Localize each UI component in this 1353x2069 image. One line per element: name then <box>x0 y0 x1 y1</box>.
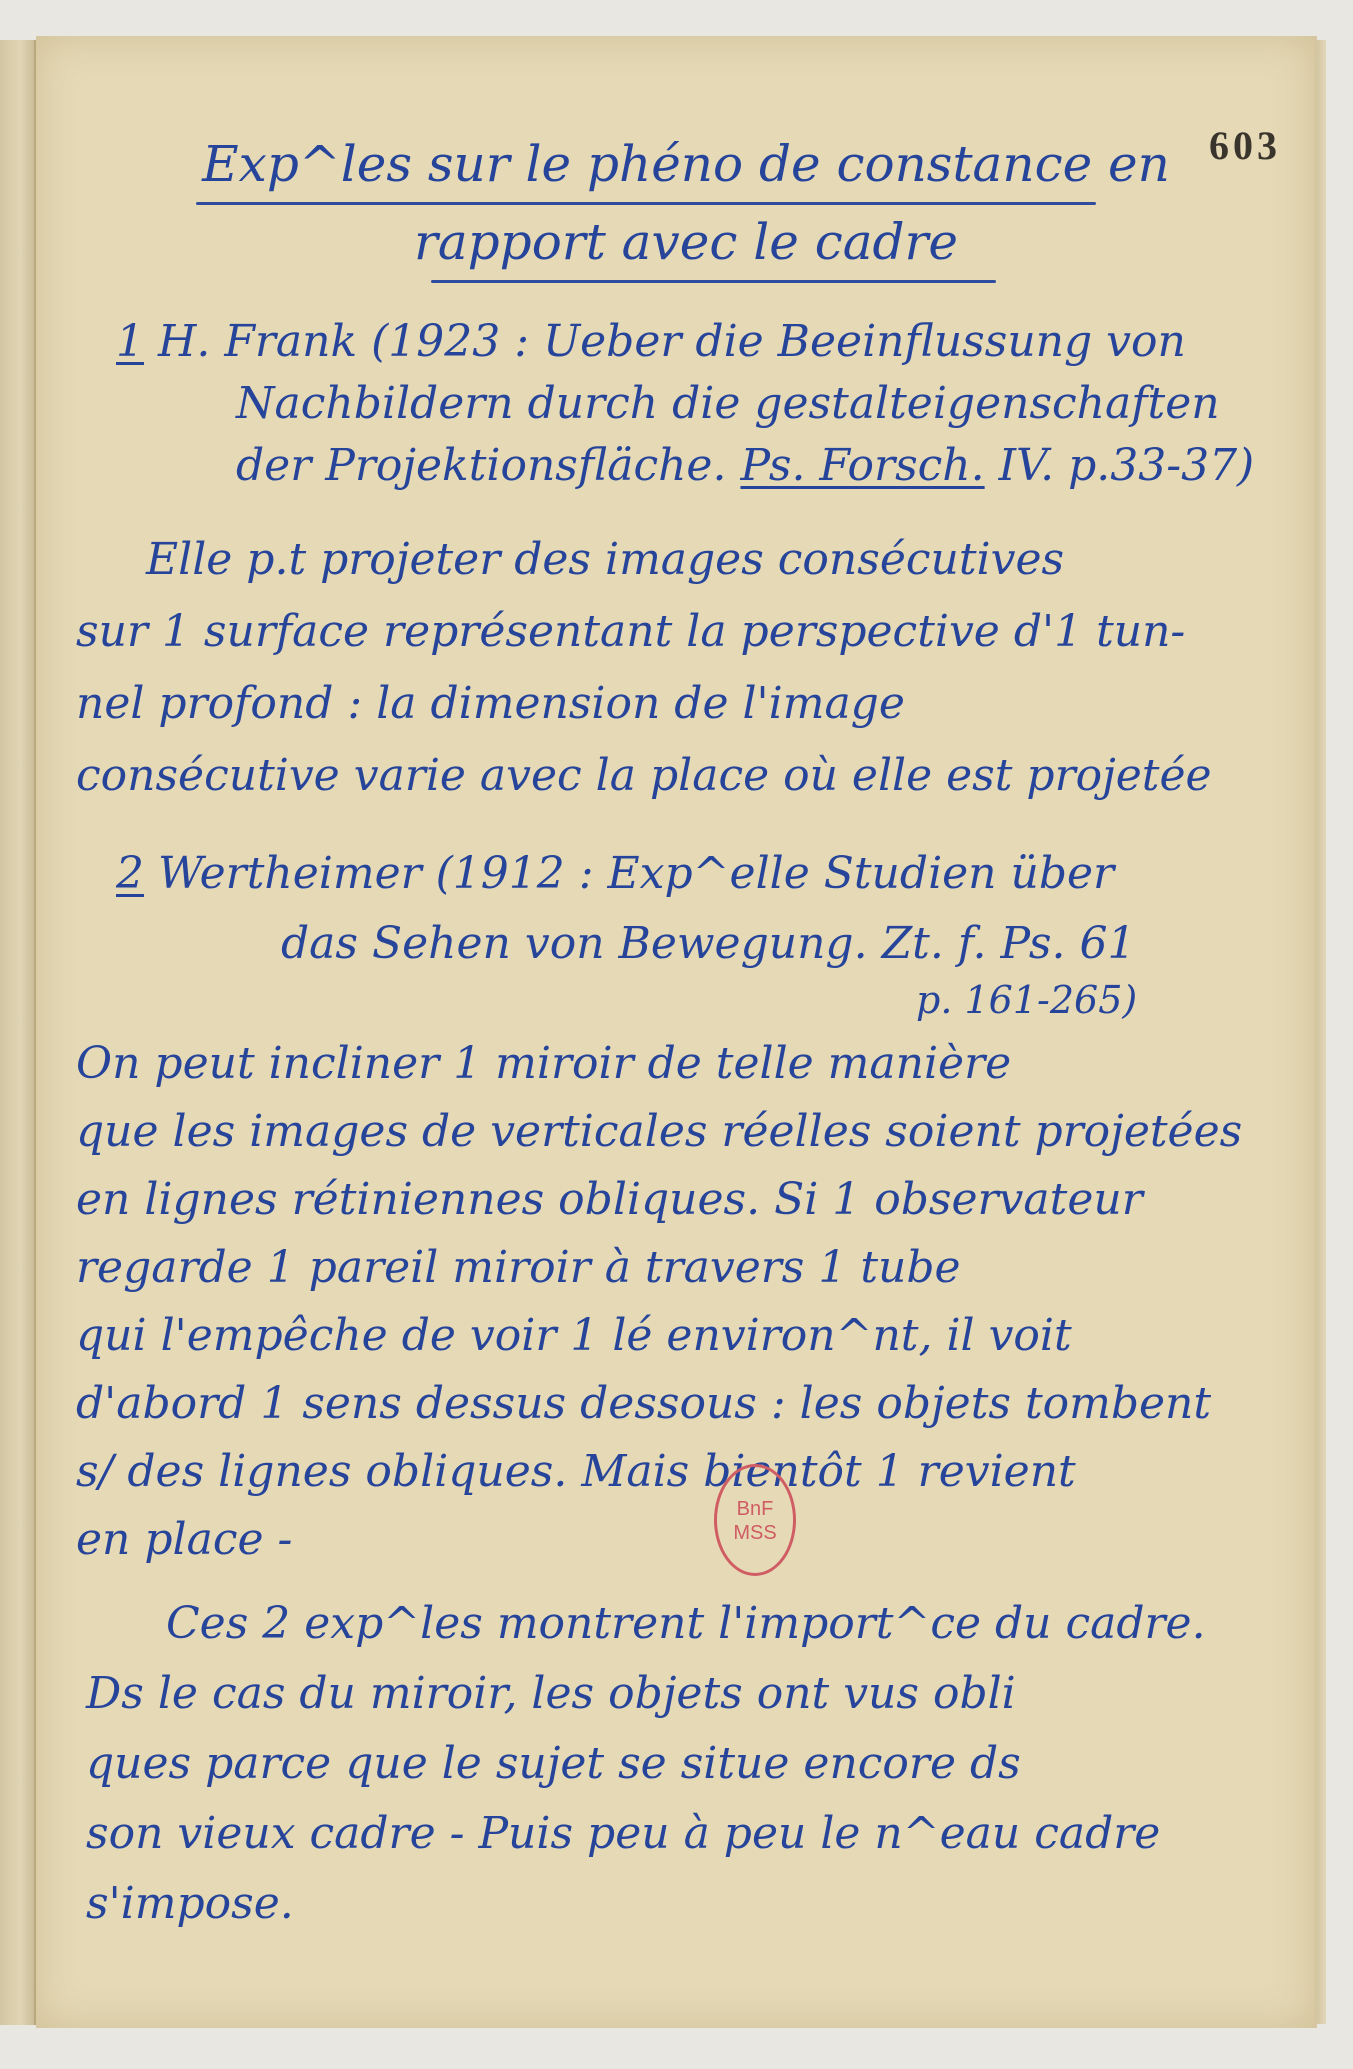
reference-1-citation: H. Frank (1923 : Ueber die Beeinflussung von <box>158 316 1186 367</box>
paragraph-1-line-3: nel profond : la dimension de l'image <box>76 678 905 729</box>
paragraph-2-line-3: en lignes rétiniennes obliques. Si 1 observateur <box>76 1174 1143 1225</box>
paragraph-2-line-1: On peut incliner 1 miroir de telle manière <box>76 1038 1012 1089</box>
library-stamp <box>714 1464 796 1576</box>
reference-2-number: 2 <box>116 848 144 899</box>
paragraph-2-line-2: que les images de verticales réelles soient projetées <box>76 1106 1243 1157</box>
paragraph-3-line-4: son vieux cadre - Puis peu à peu le n^eau cadre <box>86 1808 1161 1859</box>
paragraph-3-line-2: Ds le cas du miroir, les objets ont vus obli <box>86 1668 1016 1719</box>
reference-2-line-3: p. 161-265) <box>916 978 1138 1022</box>
paragraph-2-line-7: s/ des lignes obliques. Mais bientôt 1 revient <box>76 1446 1076 1497</box>
paragraph-3-line-5: s'impose. <box>86 1878 294 1929</box>
stamp-line-1: BnF <box>736 1498 774 1520</box>
reference-1-volume: IV. p.33-37) <box>998 440 1255 491</box>
page-title-line-1: Exp^les sur le phéno de constance en <box>202 135 1170 193</box>
paragraph-3-line-1: Ces 2 exp^les montrent l'import^ce du cadre. <box>166 1598 1206 1649</box>
reference-1-journal: Ps. Forsch. <box>740 440 985 491</box>
reference-1-line-3 <box>236 438 1254 494</box>
manuscript-page <box>36 36 1317 2028</box>
folio-number: 603 <box>1209 123 1281 168</box>
reference-1-line-1 <box>116 314 1186 370</box>
reference-2-line-2: das Sehen von Bewegung. Zt. f. Ps. 61 <box>281 918 1136 969</box>
paragraph-2-line-5: qui l'empêche de voir 1 lé environ^nt, il voit <box>76 1310 1072 1361</box>
stamp-line-2: MSS <box>733 1522 777 1544</box>
reference-2-line-1 <box>116 846 1114 902</box>
paragraph-1-line-2: sur 1 surface représentant la perspective d'1 tun- <box>76 606 1186 657</box>
paragraph-2-line-8: en place - <box>76 1514 293 1565</box>
reference-2-citation: Wertheimer (1912 : Exp^elle Studien über <box>158 848 1115 899</box>
paragraph-1-line-1: Elle p.t projeter des images consécutives <box>146 534 1065 585</box>
reference-1-number: 1 <box>116 316 144 367</box>
title-underline-1 <box>196 202 1096 205</box>
paragraph-1-line-4: consécutive varie avec la place où elle est projetée <box>76 750 1212 801</box>
reference-1-title-end: der Projektionsfläche. <box>236 440 727 491</box>
paragraph-2-line-4: regarde 1 pareil miroir à travers 1 tube <box>76 1242 961 1293</box>
previous-page-edge <box>0 40 36 2025</box>
paragraph-2-line-6: d'abord 1 sens dessus dessous : les objets tombent <box>76 1378 1212 1429</box>
title-underline-2 <box>431 280 996 283</box>
paragraph-3-line-3: ques parce que le sujet se situe encore ds <box>86 1738 1021 1789</box>
page-title-line-2: rapport avec le cadre <box>413 213 959 271</box>
reference-1-line-2: Nachbildern durch die gestalteigenschaften <box>236 378 1220 429</box>
